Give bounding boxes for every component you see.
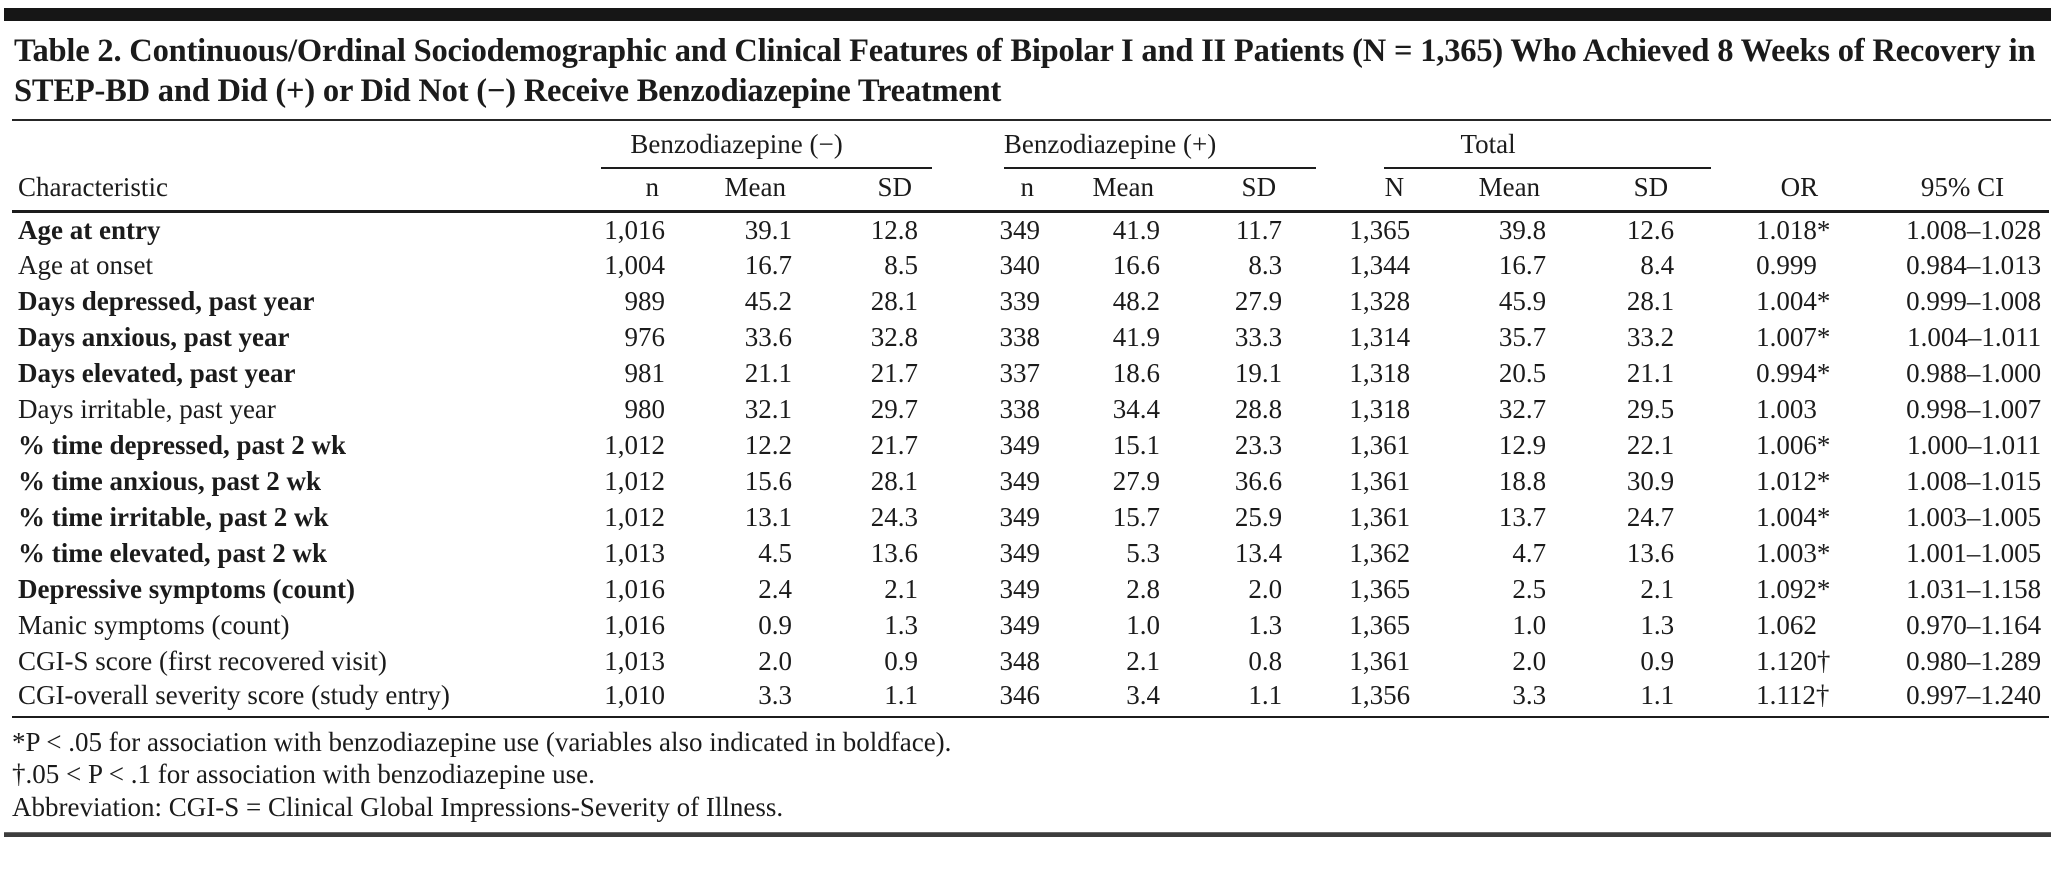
significance-marker: * [1816, 322, 1831, 352]
cell-odds-ratio [1684, 464, 1834, 500]
table-row [12, 248, 2049, 284]
cell-total-mean: 32.7 [1498, 394, 1547, 424]
row-label: Depressive symptoms (count) [18, 574, 355, 604]
cell-pos-sd: 19.1 [1234, 358, 1283, 388]
col-header-neg-n: n [545, 172, 675, 212]
odds-ratio-value: 1.018 [1756, 214, 1817, 245]
cell-neg-n: 1,013 [604, 538, 665, 568]
cell-total-mean: 2.0 [1512, 646, 1547, 676]
cell-odds-ratio [1684, 320, 1834, 356]
cell-neg-mean: 4.5 [758, 538, 792, 568]
significance-marker: * [1816, 358, 1831, 388]
footnotes [12, 726, 2051, 824]
cell-total-n: 1,361 [1349, 430, 1411, 460]
cell-total-sd: 1.3 [1640, 610, 1675, 640]
cell-confidence-interval: 1.003–1.005 [1906, 502, 2042, 532]
cell-total-mean: 45.9 [1498, 286, 1547, 316]
significance-marker: * [1816, 286, 1831, 316]
odds-ratio-value: 1.112 [1756, 679, 1816, 710]
col-header-95-ci: 95% CI [1834, 172, 2049, 212]
significance-marker: * [1816, 430, 1831, 460]
col-header-total-sd: SD [1556, 172, 1684, 212]
cell-neg-sd: 0.9 [884, 646, 919, 676]
cell-total-mean: 18.8 [1498, 466, 1547, 496]
cell-total-n: 1,356 [1292, 680, 1420, 717]
cell-pos-sd: 27.9 [1234, 286, 1283, 316]
cell-neg-n: 1,016 [604, 214, 665, 245]
cell-pos-mean: 2.8 [1126, 574, 1161, 604]
cell-total-n: 1,361 [1349, 466, 1411, 496]
cell-pos-n: 349 [999, 430, 1041, 460]
cell-total-sd: 29.5 [1626, 394, 1675, 424]
odds-ratio-value: 1.092 [1756, 574, 1817, 604]
cell-neg-n: 1,012 [604, 430, 665, 460]
cell-total-n: 1,318 [1349, 358, 1411, 388]
row-label: Days elevated, past year [18, 358, 296, 388]
cell-neg-sd: 1.3 [884, 610, 919, 640]
cell-neg-mean: 12.2 [744, 430, 792, 460]
cell-total-sd: 30.9 [1626, 466, 1675, 496]
table-row [12, 680, 2049, 717]
cell-total-n: 1,362 [1349, 538, 1411, 568]
cell-neg-mean: 3.3 [675, 680, 802, 717]
significance-marker: * [1816, 466, 1831, 496]
cell-neg-sd: 21.7 [870, 430, 919, 460]
table-row [12, 464, 2049, 500]
cell-confidence-interval: 1.031–1.158 [1906, 574, 2042, 604]
cell-pos-sd: 36.6 [1234, 466, 1283, 496]
row-label: Days anxious, past year [18, 322, 290, 352]
table-row [12, 608, 2049, 644]
cell-neg-n: 1,016 [604, 610, 665, 640]
cell-neg-sd: 1.1 [802, 680, 928, 717]
col-header-or: OR [1684, 172, 1834, 212]
cell-pos-sd: 1.3 [1248, 610, 1283, 640]
cell-odds-ratio [1684, 608, 1834, 644]
cell-pos-mean: 41.9 [1112, 214, 1161, 245]
cell-total-sd: 22.1 [1626, 430, 1675, 460]
cell-total-sd: 1.1 [1556, 680, 1684, 717]
row-label: CGI-overall severity score (study entry) [12, 680, 545, 717]
cell-pos-mean: 2.1 [1126, 646, 1161, 676]
cell-pos-sd: 13.4 [1234, 538, 1283, 568]
cell-total-n: 1,361 [1349, 502, 1411, 532]
cell-pos-n: 349 [999, 502, 1041, 532]
cell-total-mean: 3.3 [1420, 680, 1556, 717]
group-spacer [1834, 121, 2049, 172]
cell-pos-n: 349 [999, 610, 1041, 640]
table-row [12, 500, 2049, 536]
cell-neg-sd: 2.1 [884, 574, 919, 604]
odds-ratio-value: 1.120 [1756, 646, 1817, 676]
cell-neg-n: 989 [624, 286, 665, 316]
cell-total-mean: 4.7 [1512, 538, 1547, 568]
cell-confidence-interval: 1.001–1.005 [1906, 538, 2042, 568]
cell-neg-n: 1,016 [604, 574, 665, 604]
cell-pos-mean: 3.4 [1050, 680, 1170, 717]
cell-pos-n: 338 [999, 394, 1041, 424]
cell-neg-sd: 24.3 [870, 502, 919, 532]
row-label: Days irritable, past year [18, 394, 276, 424]
cell-pos-sd: 0.8 [1248, 646, 1283, 676]
cell-pos-mean: 48.2 [1112, 286, 1161, 316]
footnote-significance: *P < .05 for association with benzodiazepine use (variables also indicated in boldface). [12, 726, 952, 757]
cell-neg-sd: 8.5 [884, 250, 919, 280]
col-header-pos-n: n [928, 172, 1050, 212]
significance-marker: * [1816, 214, 1831, 245]
cell-total-mean: 20.5 [1498, 358, 1547, 388]
row-label: % time elevated, past 2 wk [18, 538, 327, 568]
group-spacer [1684, 121, 1834, 172]
cell-confidence-interval: 1.004–1.011 [1907, 322, 2042, 352]
table-row [12, 536, 2049, 572]
cell-neg-mean: 33.6 [744, 322, 792, 352]
cell-total-sd: 12.6 [1626, 214, 1675, 245]
table-row [12, 644, 2049, 680]
cell-odds-ratio [1684, 500, 1834, 536]
row-label: Age at entry [18, 214, 161, 245]
cell-pos-mean: 27.9 [1112, 466, 1161, 496]
cell-pos-mean: 5.3 [1126, 538, 1161, 568]
cell-pos-mean: 1.0 [1126, 610, 1161, 640]
cell-total-n: 1,314 [1349, 322, 1411, 352]
cell-odds-ratio [1684, 428, 1834, 464]
cell-odds-ratio [1684, 644, 1834, 680]
row-label: Manic symptoms (count) [18, 610, 290, 640]
cell-pos-n: 349 [999, 574, 1041, 604]
cell-total-mean: 2.5 [1512, 574, 1547, 604]
cell-total-sd: 33.2 [1626, 322, 1675, 352]
cell-total-n: 1,365 [1349, 610, 1411, 640]
cell-odds-ratio [1684, 680, 1834, 717]
cell-odds-ratio [1684, 356, 1834, 392]
cell-confidence-interval: 1.008–1.028 [1906, 214, 2042, 245]
cell-neg-sd: 12.8 [870, 214, 919, 245]
cell-total-n: 1,365 [1349, 574, 1411, 604]
cell-pos-sd: 23.3 [1234, 430, 1283, 460]
row-label: Age at onset [18, 250, 153, 280]
col-header-total-n: N [1292, 172, 1420, 212]
cell-neg-n: 1,010 [545, 680, 675, 717]
cell-neg-mean: 16.7 [744, 250, 792, 280]
cell-total-sd: 21.1 [1626, 358, 1675, 388]
cell-pos-sd: 1.1 [1170, 680, 1292, 717]
table-body [12, 212, 2049, 717]
cell-neg-n: 1,004 [604, 250, 665, 280]
cell-total-sd: 13.6 [1626, 538, 1675, 568]
cell-neg-sd: 13.6 [870, 538, 919, 568]
cell-confidence-interval: 0.997–1.240 [1834, 680, 2049, 717]
cell-total-mean: 35.7 [1498, 322, 1547, 352]
cell-total-mean: 16.7 [1498, 250, 1547, 280]
cell-total-mean: 39.8 [1498, 214, 1547, 245]
significance-marker: * [1816, 538, 1831, 568]
cell-pos-sd: 33.3 [1234, 322, 1283, 352]
cell-pos-n: 338 [999, 322, 1041, 352]
cell-pos-sd: 2.0 [1248, 574, 1283, 604]
col-header-characteristic: Characteristic [12, 172, 545, 212]
cell-pos-sd: 25.9 [1234, 502, 1283, 532]
significance-marker: † [1815, 679, 1830, 710]
cell-odds-ratio [1684, 536, 1834, 572]
cell-confidence-interval: 0.998–1.007 [1906, 394, 2042, 424]
cell-total-sd: 28.1 [1626, 286, 1675, 316]
cell-neg-mean: 13.1 [744, 502, 792, 532]
cell-neg-sd: 28.1 [870, 286, 919, 316]
top-rule [4, 8, 2051, 21]
cell-pos-sd: 8.3 [1248, 250, 1283, 280]
table-row [12, 320, 2049, 356]
cell-neg-sd: 32.8 [870, 322, 919, 352]
cell-neg-sd: 21.7 [870, 358, 919, 388]
cell-confidence-interval: 0.980–1.289 [1906, 646, 2042, 676]
cell-pos-mean: 15.1 [1112, 430, 1161, 460]
cell-total-n: 1,344 [1349, 250, 1411, 280]
cell-odds-ratio [1684, 284, 1834, 320]
col-header-pos-mean: Mean [1050, 172, 1170, 212]
cell-total-n: 1,365 [1349, 214, 1411, 245]
cell-pos-sd: 11.7 [1235, 214, 1283, 245]
cell-odds-ratio [1684, 212, 1834, 248]
row-label: % time irritable, past 2 wk [18, 502, 329, 532]
cell-pos-n: 337 [999, 358, 1041, 388]
cell-odds-ratio [1684, 392, 1834, 428]
cell-pos-n: 349 [999, 538, 1041, 568]
cell-neg-mean: 0.9 [758, 610, 792, 640]
group-spacer [12, 121, 545, 172]
cell-pos-n: 339 [999, 286, 1041, 316]
row-label: % time anxious, past 2 wk [18, 466, 322, 496]
cell-pos-mean: 15.7 [1112, 502, 1161, 532]
bottom-rule [4, 832, 2051, 837]
cell-pos-n: 346 [928, 680, 1050, 717]
cell-total-n: 1,328 [1349, 286, 1411, 316]
column-group-row [12, 121, 2049, 172]
cell-confidence-interval: 0.988–1.000 [1906, 358, 2042, 388]
cell-total-mean: 13.7 [1498, 502, 1547, 532]
odds-ratio-value: 1.007 [1756, 322, 1817, 352]
col-header-pos-sd: SD [1170, 172, 1292, 212]
column-header-row [12, 172, 2049, 212]
table-row [12, 212, 2049, 248]
cell-total-sd: 8.4 [1640, 250, 1675, 280]
odds-ratio-value: 0.994 [1756, 358, 1817, 388]
col-header-neg-sd: SD [802, 172, 928, 212]
cell-confidence-interval: 0.970–1.164 [1906, 610, 2042, 640]
cell-neg-mean: 2.4 [758, 574, 792, 604]
odds-ratio-value: 1.004 [1756, 502, 1817, 532]
cell-neg-n: 1,013 [604, 646, 665, 676]
odds-ratio-value: 1.003 [1756, 394, 1817, 424]
odds-ratio-value: 1.006 [1756, 430, 1817, 460]
cell-total-n: 1,361 [1349, 646, 1411, 676]
odds-ratio-value: 1.003 [1756, 538, 1817, 568]
col-header-total-mean: Mean [1420, 172, 1556, 212]
cell-pos-mean: 34.4 [1112, 394, 1161, 424]
row-label: Days depressed, past year [18, 286, 315, 316]
row-label: % time depressed, past 2 wk [18, 430, 347, 460]
cell-total-mean: 12.9 [1498, 430, 1547, 460]
odds-ratio-value: 1.012 [1756, 466, 1817, 496]
cell-neg-mean: 32.1 [744, 394, 792, 424]
cell-neg-mean: 2.0 [758, 646, 792, 676]
col-group-total: Total [1292, 121, 1684, 172]
cell-total-sd: 0.9 [1640, 646, 1675, 676]
col-group-benzodiazepine-negative: Benzodiazepine (−) [545, 121, 928, 172]
cell-confidence-interval: 0.999–1.008 [1906, 286, 2042, 316]
cell-neg-n: 1,012 [604, 502, 665, 532]
odds-ratio-value: 0.999 [1756, 250, 1817, 280]
cell-neg-sd: 28.1 [870, 466, 919, 496]
cell-neg-n: 980 [624, 394, 665, 424]
table-row [12, 284, 2049, 320]
cell-odds-ratio [1684, 248, 1834, 284]
col-group-benzodiazepine-positive: Benzodiazepine (+) [928, 121, 1292, 172]
cell-confidence-interval: 0.984–1.013 [1906, 250, 2042, 280]
table-row [12, 392, 2049, 428]
cell-odds-ratio [1684, 572, 1834, 608]
cell-confidence-interval: 1.008–1.015 [1906, 466, 2042, 496]
table-row [12, 356, 2049, 392]
cell-pos-sd: 28.8 [1234, 394, 1283, 424]
significance-marker: * [1816, 502, 1831, 532]
cell-pos-mean: 16.6 [1112, 250, 1161, 280]
cell-neg-n: 1,012 [604, 466, 665, 496]
cell-neg-sd: 29.7 [870, 394, 919, 424]
data-table [12, 121, 2049, 718]
cell-pos-n: 348 [999, 646, 1041, 676]
footnote-trend: †.05 < P < .1 for association with benzodiazepine use. [12, 759, 595, 789]
significance-marker: * [1816, 574, 1831, 604]
odds-ratio-value: 1.062 [1756, 610, 1817, 640]
table-title: Table 2. Continuous/Ordinal Sociodemographic and Clinical Features of Bipolar I and II Patients (N = 1,365) Who Achieved 8 Weeks of Recovery in STEP-BD and Did (+) or Did Not (−) Receive Benzodiazepine Treatment [12, 29, 2051, 121]
cell-total-n: 1,318 [1349, 394, 1411, 424]
table-row [12, 572, 2049, 608]
cell-total-sd: 2.1 [1640, 574, 1675, 604]
cell-pos-mean: 18.6 [1112, 358, 1161, 388]
cell-confidence-interval: 1.000–1.011 [1907, 430, 2042, 460]
cell-total-mean: 1.0 [1512, 610, 1547, 640]
cell-pos-n: 349 [999, 466, 1041, 496]
cell-pos-n: 340 [999, 250, 1041, 280]
cell-neg-mean: 45.2 [744, 286, 792, 316]
cell-pos-mean: 41.9 [1112, 322, 1161, 352]
cell-neg-mean: 39.1 [744, 214, 792, 245]
cell-neg-n: 976 [624, 322, 665, 352]
table-header [12, 121, 2049, 212]
significance-marker: † [1816, 646, 1831, 676]
cell-pos-n: 349 [999, 214, 1041, 245]
footnote-abbreviation: Abbreviation: CGI-S = Clinical Global Impressions-Severity of Illness. [12, 791, 784, 822]
col-header-neg-mean: Mean [675, 172, 802, 212]
row-label: CGI-S score (first recovered visit) [18, 646, 387, 676]
odds-ratio-value: 1.004 [1756, 286, 1817, 316]
cell-neg-mean: 21.1 [744, 358, 792, 388]
cell-neg-mean: 15.6 [744, 466, 792, 496]
table-row [12, 428, 2049, 464]
cell-neg-n: 981 [624, 358, 665, 388]
cell-total-sd: 24.7 [1626, 502, 1675, 532]
